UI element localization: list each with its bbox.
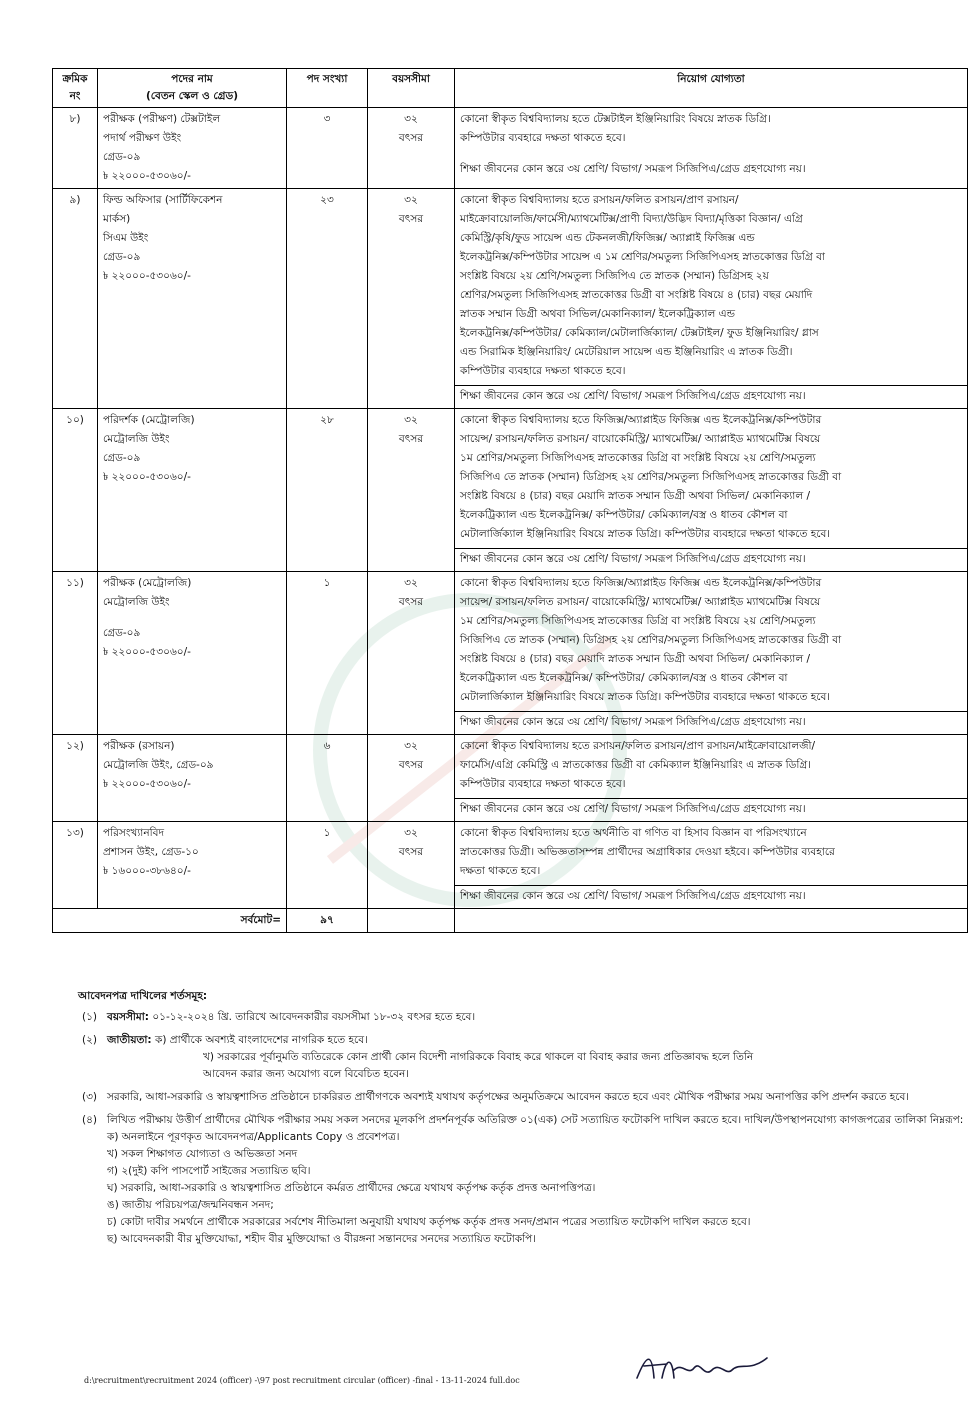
- total-value: ৯৭: [287, 909, 368, 933]
- qualification-line: কম্পিউটার ব্যবহারে দক্ষতা থাকতে হবে।: [460, 778, 626, 790]
- post-name-line: ৳ ২২০০০-৫৩০৬০/-: [103, 270, 191, 282]
- qualification-line: স্নাতকোত্তর ডিগ্রী। অভিজ্ঞতাসম্পন্ন প্রার্থীদের অগ্রাধিকার দেওয়া হইবে। কম্পিউটার ব্যবহারে: [460, 846, 835, 858]
- qualification-line: এন্ড সিরামিক ইঞ্জিনিয়ারিং/ মেটেরিয়াল সায়েন্স এন্ড ইঞ্জিনিয়ারিং এ স্নাতক ডিগ্রী।: [460, 346, 793, 358]
- row-serial: ৮): [53, 108, 98, 189]
- post-name-line: ফিল্ড অফিসার (সার্টিফিকেশন: [103, 194, 223, 206]
- table-header-row: [53, 69, 968, 108]
- post-name-line: গ্রেড-০৯: [103, 452, 141, 464]
- qualification-line: ১ম শ্রেণির/সমতুল্য সিজিপিএসহ স্নাতকোত্তর ডিগ্রি বা সংশ্লিষ্ট বিষয়ে ২য় শ্রেণি/সমতুল্য: [460, 452, 816, 464]
- row-post-count: ৩: [287, 108, 368, 189]
- post-name-line: মেট্রোলজি উইং, গ্রেড-০৯: [103, 759, 214, 771]
- condition-text: লিখিত পরীক্ষায় উত্তীর্ণ প্রার্থীদের মৌখিক পরীক্ষার সময় সকল সনদের মূলকপি প্রদর্শনপূর্বক অতিরিক্ত ০১(এক) সেট সত্যায়িত ফটোকপি দাখিল করতে হবে। দাখিল/উপস্থাপনযোগ্য কাগজপত্রের তালিকা নিম্নরূপ:: [107, 1114, 964, 1126]
- row-age-limit: [368, 189, 455, 409]
- row-qualification: [455, 108, 968, 189]
- table-row: [53, 735, 968, 822]
- condition-body: [107, 1114, 963, 1126]
- row-age-limit: [368, 735, 455, 822]
- qualification-line: মেটালার্জিক্যাল ইঞ্জিনিয়ারিং বিষয়ে স্নাতক ডিগ্রি। কম্পিউটার ব্যবহারে দক্ষতা থাকতে হবে।: [460, 528, 831, 540]
- post-name-line: মেট্রোলজি উইং: [103, 596, 170, 608]
- row-qualification: [455, 189, 968, 409]
- total-row: [53, 909, 968, 933]
- post-name-line: প্রশাসন উইং, গ্রেড-১০: [103, 846, 199, 858]
- age-line: বৎসর: [398, 759, 424, 771]
- document-list-item: ক) অনলাইনে পূরণকৃত আবেদনপত্র/Applicants Copy ও প্রবেশপত্র।: [107, 1131, 400, 1143]
- post-name-line: ৳ ২২০০০-৫৩০৬০/-: [103, 471, 191, 483]
- condition-item: [52, 1089, 968, 1106]
- table-row: [53, 189, 968, 409]
- row-post-count: ২৮: [287, 409, 368, 572]
- post-name-line: পরিদর্শক (মেট্রোলজি): [103, 414, 195, 426]
- conditions-title: আবেদনপত্র দাখিলের শর্তসমূহ:: [78, 990, 208, 1002]
- row-serial: ৯): [53, 189, 98, 409]
- condition-sub-line: খ) সরকারের পূর্বানুমতি ব্যতিরেকে কোন প্রার্থী কোন বিদেশী নাগরিককে বিবাহ করে থাকলে বা বিবাহ করার জন্য প্রতিজ্ঞাবদ্ধ হলে তিনি: [203, 1051, 754, 1063]
- post-name-line: গ্রেড-০৯: [103, 251, 141, 263]
- condition-text: ক) প্রার্থীকে অবশ্যই বাংলাদেশের নাগরিক হতে হবে।: [151, 1034, 368, 1046]
- row-age-limit: [368, 572, 455, 735]
- qualification-line: ১ম শ্রেণির/সমতুল্য সিজিপিএসহ স্নাতকোত্তর ডিগ্রি বা সংশ্লিষ্ট বিষয়ে ২য় শ্রেণি/সমতুল্য: [460, 615, 816, 627]
- header-qualification: নিয়োগ যোগ্যতা: [455, 69, 968, 108]
- header-post-sub-label: (বেতন স্কেল ও গ্রেড): [145, 90, 239, 102]
- condition-body: [107, 1011, 475, 1023]
- qualification-line: মাইক্রোবায়োলজি/ফার্মেসী/ম্যাথমেটিক্স/প্রাণী বিদ্যা/উদ্ভিদ বিদ্যা/মৃত্তিকা বিজ্ঞান/ এগ্রি: [460, 213, 803, 225]
- row-qualification: [455, 409, 968, 572]
- total-label: সর্বমোট=: [53, 909, 287, 933]
- condition-number: (৪): [82, 1114, 98, 1126]
- qualification-line: সিজিপিএ তে স্নাতক (সম্মান) ডিগ্রিসহ ২য় শ্রেণির/সমতুল্য সিজিপিএসহ স্নাতকোত্তর ডিগ্রী বা: [460, 471, 842, 483]
- qualification-line: কোনো স্বীকৃত বিশ্ববিদ্যালয় হতে ফিজিক্স/অ্যাপ্লাইড ফিজিক্স এন্ড ইলেকট্রনিক্স/কম্পিউটার: [460, 577, 822, 589]
- age-line: বৎসর: [398, 433, 424, 445]
- qualification-grade-note: শিক্ষা জীবনের কোন স্তরে ৩য় শ্রেণি/ বিভাগ/ সমরূপ সিজিপিএ/গ্রেড গ্রহণযোগ্য নয়।: [460, 163, 806, 175]
- row-qualification: [455, 735, 968, 822]
- qualification-line: কোনো স্বীকৃত বিশ্ববিদ্যালয় হতে টেক্সটাইল ইঞ্জিনিয়ারিং বিষয়ে স্নাতক ডিগ্রি।: [460, 113, 771, 125]
- qualification-line: কেমিস্ট্রি/কৃষি/ফুড সায়েন্স এন্ড টেকনলজী/ফিজিক্স/ অ্যাপ্লাই ফিজিক্স এন্ড: [460, 232, 755, 244]
- qualification-line: কোনো স্বীকৃত বিশ্ববিদ্যালয় হতে ফিজিক্স/অ্যাপ্লাইড ফিজিক্স এন্ড ইলেকট্রনিক্স/কম্পিউটার: [460, 414, 822, 426]
- conditions-list: [52, 1009, 968, 1248]
- row-serial: ১৩): [53, 822, 98, 909]
- qualification-line: সায়েন্স/ রসায়ন/ফলিত রসায়ন/ বায়োকেমিস্ট্রি/ ম্যাথমেটিক্স/ অ্যাপ্লাইড ম্যাথমেটিক্স বিষয়ে: [460, 596, 821, 608]
- qualification-line: কম্পিউটার ব্যবহারে দক্ষতা থাকতে হবে।: [460, 365, 626, 377]
- row-post-count: ৬: [287, 735, 368, 822]
- post-name-line: গ্রেড-০৯: [103, 151, 141, 163]
- header-count: পদ সংখ্যা: [287, 69, 368, 108]
- qualification-line: দক্ষতা থাকতে হবে।: [460, 865, 541, 877]
- row-post-name: [98, 189, 287, 409]
- condition-lead: জাতীয়তা:: [107, 1034, 152, 1046]
- condition-text: সরকারি, আধা-সরকারি ও স্বায়ত্বশাসিত প্রতিষ্ঠানে চাকরিরত প্রার্থীগণকে অবশ্যই যথাযথ কর্তৃপক্ষের অনুমতিক্রমে আবেদন করতে হবে এবং মৌখিক পরীক্ষার সময় অনাপত্তির কপি প্রদর্শন করতে হবে।: [107, 1091, 910, 1103]
- qualification-grade-note: শিক্ষা জীবনের কোন স্তরে ৩য় শ্রেণি/ বিভাগ/ সমরূপ সিজিপিএ/গ্রেড গ্রহণযোগ্য নয়।: [455, 798, 967, 819]
- document-list-item: ঙ) জাতীয় পরিচয়পত্র/জন্মনিবন্ধন সনদ;: [107, 1199, 274, 1211]
- table-row: [53, 822, 968, 909]
- qualification-line: ফার্মেসি/এগ্রি কেমিস্ট্রি এ স্নাতকোত্তর ডিগ্রী বা কেমিক্যাল ইঞ্জিনিয়ারিং এ স্নাতক ডিগ্রি।: [460, 759, 812, 771]
- qualification-grade-note: শিক্ষা জীবনের কোন স্তরে ৩য় শ্রেণি/ বিভাগ/ সমরূপ সিজিপিএ/গ্রেড গ্রহণযোগ্য নয়।: [455, 885, 967, 906]
- table-row: [53, 108, 968, 189]
- condition-lead: বয়সসীমা:: [107, 1011, 149, 1023]
- qualification-line: ইলেকট্রনিক্স/কম্পিউটার/ কেমিক্যাল/মেটালার্জিক্যাল/ টেক্সটাইল/ ফুড ইঞ্জিনিয়ারিং/ গ্লাস: [460, 327, 819, 339]
- condition-number: (১): [82, 1011, 98, 1023]
- qualification-line: সিজিপিএ তে স্নাতক (সম্মান) ডিগ্রিসহ ২য় শ্রেণির/সমতুল্য সিজিপিএসহ স্নাতকোত্তর ডিগ্রী বা: [460, 634, 842, 646]
- condition-number: (২): [82, 1034, 98, 1046]
- row-post-count: ১: [287, 572, 368, 735]
- header-post-name-label: পদের নাম: [171, 73, 213, 85]
- qualification-line: স্নাতক সম্মান ডিগ্রী অথবা সিভিল/মেকানিক্যাল/ ইলেকট্রিক্যাল এন্ড: [460, 308, 735, 320]
- age-line: ৩২: [404, 113, 418, 125]
- post-name-line: ৳ ১৬০০০-৩৮৬৪০/-: [103, 865, 191, 877]
- age-line: বৎসর: [398, 596, 424, 608]
- qualification-line: কোনো স্বীকৃত বিশ্ববিদ্যালয় হতে অর্থনীতি বা গণিত বা হিসাব বিজ্ঞান বা পরিসংখ্যানে: [460, 827, 807, 839]
- document-list-item: ঘ) সরকারি, আধা-সরকারি ও স্বায়ত্বশাসিত প্রতিষ্ঠানে কর্মরত প্রার্থীদের ক্ষেত্রে যথাযথ কর্তৃপক্ষ কর্তৃক প্রদত্ত অনাপত্তিপত্র।: [107, 1182, 596, 1194]
- row-post-name: [98, 409, 287, 572]
- row-post-name: [98, 735, 287, 822]
- document-list-item: গ) ২(দুই) কপি পাসপোর্ট সাইজের সত্যায়িত ছবি।: [107, 1165, 311, 1177]
- qualification-line: সায়েন্স/ রসায়ন/ফলিত রসায়ন/ বায়োকেমিস্ট্রি/ ম্যাথমেটিক্স/ অ্যাপ্লাইড ম্যাথমেটিক্স বিষয়ে: [460, 433, 821, 445]
- age-line: ৩২: [404, 194, 418, 206]
- condition-sub-line: আবেদন করার জন্য অযোগ্য বলে বিবেচিত হবেন।: [203, 1068, 410, 1080]
- condition-body: [107, 1091, 909, 1103]
- row-post-name: [98, 572, 287, 735]
- qualification-line: সংশ্লিষ্ট বিষয়ে ৪ (চার) বছর মেয়াদি স্নাতক সম্মান ডিগ্রী অথবা সিভিল/ মেকানিক্যাল /: [460, 490, 811, 502]
- document-list-item: চ) কোটা দাবীর সমর্থনে প্রার্থীকে সরকারের সর্বশেষ নীতিমালা অনুযায়ী যথাযথ কর্তৃপক্ষ কর্তৃক প্রদত্ত সনদ/প্রমান পত্রের সত্যায়িত ফটোকপি দাখিল করতে হবে।: [107, 1216, 751, 1228]
- qualification-line: কোনো স্বীকৃত বিশ্ববিদ্যালয় হতে রসায়ন/ফলিত রসায়ন/প্রাণ রসায়ন/: [460, 194, 739, 206]
- condition-body: [107, 1034, 368, 1046]
- row-serial: ১০): [53, 409, 98, 572]
- document-list-item: ছ) আবেদনকারী বীর মুক্তিযোদ্ধা, শহীদ বীর মুক্তিযোদ্ধা ও বীরঙ্গনা সন্তানদের সনদের সত্যায়িত ফটোকপি।: [107, 1233, 536, 1245]
- row-age-limit: [368, 409, 455, 572]
- recruitment-table: [52, 68, 968, 933]
- post-name-line: সিএম উইং: [103, 232, 149, 244]
- qualification-line: ইলেকট্রনিক্স/কম্পিউটার সায়েন্স এ ১ম শ্রেণির/সমতুল্য সিজিপিএসহ স্নাতকোত্তর ডিগ্রি বা: [460, 251, 825, 263]
- footer-file-path: d:\recruitment\recruitment 2024 (officer) -\97 post recruitment circular (officer) -final - 13-11-2024 full.doc: [84, 1376, 520, 1385]
- row-qualification: [455, 822, 968, 909]
- post-name-line: পরীক্ষক (পরীক্ষণ) টেক্সটাইল: [103, 113, 221, 125]
- post-name-line: ৳ ২২০০০-৫৩০৬০/-: [103, 646, 191, 658]
- document-list-item: খ) সকল শিক্ষাগত যোগ্যতা ও অভিজ্ঞতা সনদ: [107, 1148, 298, 1160]
- qualification-line: কম্পিউটার ব্যবহারে দক্ষতা থাকতে হবে।: [460, 132, 626, 144]
- age-line: বৎসর: [398, 213, 424, 225]
- age-line: বৎসর: [398, 132, 424, 144]
- age-line: বৎসর: [398, 846, 424, 858]
- condition-number: (৩): [82, 1091, 98, 1103]
- total-empty-age: [368, 909, 455, 933]
- table-row: [53, 572, 968, 735]
- condition-item: [52, 1112, 968, 1248]
- post-name-line: পরিসংখ্যানবিদ: [103, 827, 164, 839]
- table-row: [53, 409, 968, 572]
- header-post-name: [98, 69, 287, 108]
- signature: [632, 1348, 772, 1388]
- row-serial: ১১): [53, 572, 98, 735]
- qualification-line: শ্রেণির/সমতুল্য সিজিপিএসহ স্নাতকোত্তর ডিগ্রী বা সংশ্লিষ্ট বিষয়ে ৪ (চার) বছর মেয়াদি: [460, 289, 813, 301]
- qualification-line: কোনো স্বীকৃত বিশ্ববিদ্যালয় হতে রসায়ন/ফলিত রসায়ন/প্রাণ রসায়ন/মাইক্রোবায়োলজী/: [460, 740, 816, 752]
- row-age-limit: [368, 822, 455, 909]
- qualification-line: মেটালার্জিক্যাল ইঞ্জিনিয়ারিং বিষয়ে স্নাতক ডিগ্রি। কম্পিউটার ব্যবহারে দক্ষতা থাকতে হবে।: [460, 691, 831, 703]
- row-post-count: ২৩: [287, 189, 368, 409]
- qualification-line: ইলেকট্রিক্যাল এন্ড ইলেকট্রনিক্স/ কম্পিউটার/ কেমিক্যাল/বস্ত্র ও ধাতব কৌশল বা: [460, 672, 788, 684]
- condition-item: [52, 1009, 968, 1026]
- post-name-line: [103, 612, 281, 624]
- post-name-line: গ্রেড-০৯: [103, 627, 141, 639]
- age-line: ৩২: [404, 577, 418, 589]
- age-line: ৩২: [404, 740, 418, 752]
- qualification-line: সংশ্লিষ্ট বিষয়ে ৪ (চার) বছর মেয়াদি স্নাতক সম্মান ডিগ্রী অথবা সিভিল/ মেকানিক্যাল /: [460, 653, 811, 665]
- qualification-line: ইলেকট্রিক্যাল এন্ড ইলেকট্রনিক্স/ কম্পিউটার/ কেমিক্যাল/বস্ত্র ও ধাতব কৌশল বা: [460, 509, 788, 521]
- row-post-name: [98, 108, 287, 189]
- post-name-line: ৳ ২২০০০-৫৩০৬০/-: [103, 778, 191, 790]
- condition-text: ০১-১২-২০২৪ খ্রি. তারিখে আবেদনকারীর বয়সসীমা ১৮-৩২ বৎসর হতে হবে।: [148, 1011, 476, 1023]
- post-name-line: মার্কস): [103, 213, 131, 225]
- condition-item: [52, 1032, 968, 1083]
- post-name-line: পদার্থ পরীক্ষণ উইং: [103, 132, 182, 144]
- row-post-count: ১: [287, 822, 368, 909]
- post-name-line: ৳ ২২০০০-৫৩০৬০/-: [103, 170, 191, 182]
- conditions-section: [52, 988, 968, 1254]
- table-body: [53, 108, 968, 909]
- qualification-grade-note: শিক্ষা জীবনের কোন স্তরে ৩য় শ্রেণি/ বিভাগ/ সমরূপ সিজিপিএ/গ্রেড গ্রহণযোগ্য নয়।: [455, 711, 967, 732]
- post-name-line: পরীক্ষক (রসায়ন): [103, 740, 175, 752]
- total-empty-qualification: [455, 909, 968, 933]
- qualification-line: সংশ্লিষ্ট বিষয়ে ২য় শ্রেণি/সমতুল্য সিজিপিএ তে স্নাতক (সম্মান) ডিগ্রিসহ ২য়: [460, 270, 769, 282]
- row-age-limit: [368, 108, 455, 189]
- row-post-name: [98, 822, 287, 909]
- age-line: ৩২: [404, 414, 418, 426]
- qualification-grade-note: শিক্ষা জীবনের কোন স্তরে ৩য় শ্রেণি/ বিভাগ/ সমরূপ সিজিপিএ/গ্রেড গ্রহণযোগ্য নয়।: [455, 385, 967, 406]
- age-line: ৩২: [404, 827, 418, 839]
- qualification-gap: [460, 148, 962, 160]
- header-age: বয়সসীমা: [368, 69, 455, 108]
- row-serial: ১২): [53, 735, 98, 822]
- row-qualification: [455, 572, 968, 735]
- qualification-grade-note: শিক্ষা জীবনের কোন স্তরে ৩য় শ্রেণি/ বিভাগ/ সমরূপ সিজিপিএ/গ্রেড গ্রহণযোগ্য নয়।: [455, 548, 967, 569]
- post-name-line: মেট্রোলজি উইং: [103, 433, 170, 445]
- post-name-line: পরীক্ষক (মেট্রোলজি): [103, 577, 192, 589]
- header-serial: ক্রমিক নং: [53, 69, 98, 108]
